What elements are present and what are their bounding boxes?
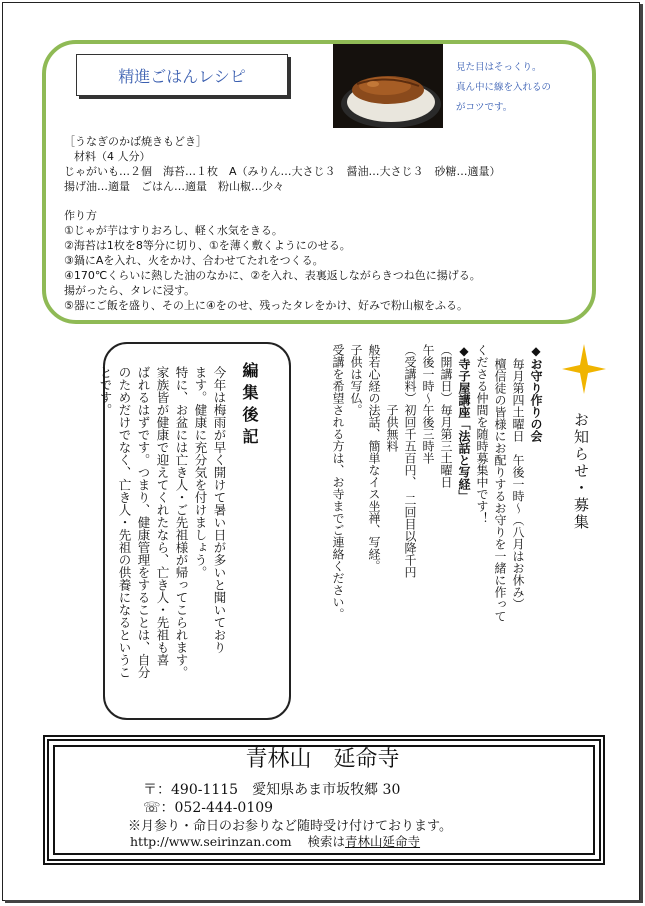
spacer xyxy=(64,194,584,208)
editorial-body xyxy=(96,366,229,706)
terakoya-line: 受講を希望される方は、お寺までご連絡ください。 xyxy=(331,344,345,620)
terakoya-title: ◆寺子屋講座「法話と写経」 xyxy=(457,344,471,502)
step: ①じゃが芋はすりおろし、軽く水気をきる。 xyxy=(64,224,283,237)
omamori-line: 毎月第四土曜日 午後一時～（八月はお休み） xyxy=(511,358,525,610)
terakoya-line: （開講日）毎月第三土曜日 xyxy=(439,344,453,488)
terakoya-line: （受講料）初回千五百円、 二回目以降千円 xyxy=(403,344,417,578)
terakoya-line: 子供無料 xyxy=(385,344,399,452)
address-line xyxy=(143,779,400,799)
terakoya-line: 子供は写仏。 xyxy=(349,344,363,416)
phone-line xyxy=(143,797,273,817)
editorial-line: ばれるはずです。つまり、健康管理をすることは、自分 xyxy=(136,366,151,679)
page-shadow-bottom xyxy=(5,900,643,903)
step: 揚がったら、タレに浸す。 xyxy=(64,284,196,297)
step: ③鍋にAを入れ、火をかけ、合わせてたれをつくる。 xyxy=(64,254,324,267)
postal-mark-icon: 〒 xyxy=(143,782,157,798)
ingredients-line: 揚げ油…適量 ごはん…適量 粉山椒…少々 xyxy=(64,180,284,193)
footer-note: ※月参り・命日のお参りなど随時受け付けております。 xyxy=(128,819,452,834)
terakoya-line: 般若心経の法話、簡単なイス坐禅、写経。 xyxy=(367,344,381,572)
editorial-line: 特に、お盆には亡き人・ご先祖様が帰ってこられます。 xyxy=(174,366,189,679)
caption-line: 真ん中に線を入れるの xyxy=(456,82,552,93)
notices-body xyxy=(329,344,545,684)
dish-name: ［うなぎのかば焼きもどき］ xyxy=(64,135,207,148)
editorial-title: 編集後記 xyxy=(240,362,259,450)
terakoya-line: 午後一時～午後三時半 xyxy=(421,344,435,464)
recipe-box-title: 精進ごはんレシピ xyxy=(76,54,288,96)
editorial-line: 家族皆が健康で迎えてくれたなら、亡き人・先祖も喜 xyxy=(155,366,170,666)
website-url[interactable]: http://www.seirinzan.com xyxy=(130,834,292,849)
editorial-line: のためだけでなく、亡き人・先祖の供養になるというこ xyxy=(117,366,132,679)
editorial-line: とです。 xyxy=(98,366,113,416)
footer-web-line xyxy=(130,832,420,850)
search-term-link[interactable]: 青林山延命寺 xyxy=(345,834,421,849)
caption-line: 見た目はそっくり。 xyxy=(456,62,542,73)
omamori-line: くださる仲間を随時募集中です！ xyxy=(475,344,489,524)
step: ⑤器にご飯を盛り、その上に④をのせ、残ったタレをかけ、好みで粉山椒をふる。 xyxy=(64,299,468,312)
recipe-body xyxy=(64,134,584,313)
caption-line: がコツです。 xyxy=(456,102,513,113)
omamori-title: ◆お守り作りの会 xyxy=(529,344,543,442)
address: ：490-1115 愛知県あま市坂牧郷 30 xyxy=(157,782,401,798)
ingredients-line: じゃがいも…２個 海苔…１枚 A（みりん…大さじ３ 醤油…大さじ３ 砂糖…適量） xyxy=(64,165,501,178)
step: ②海苔は1枚を8等分に切り、①を薄く敷くようにのせる。 xyxy=(64,239,351,252)
steps-heading: 作り方 xyxy=(64,209,97,222)
temple-name: 青林山 延命寺 xyxy=(245,747,400,772)
dish-photo xyxy=(333,44,443,128)
sparkle-star-icon xyxy=(562,344,606,394)
ingredients-heading: 材料（4 人分） xyxy=(74,150,151,163)
search-prefix: 検索は xyxy=(307,834,346,849)
phone-icon: ☏ xyxy=(143,800,161,816)
step: ④170℃くらいに熱した油のなかに、②を入れ、表裏返しながらきつね色に揚げる。 xyxy=(64,269,481,282)
phone-number: ：052-444-0109 xyxy=(160,800,274,816)
omamori-line: 檀信徒の皆様にお配りするお守りを一緒に作って xyxy=(493,358,507,622)
notice-heading: お知らせ・募集 xyxy=(572,412,590,531)
editorial-line: 今年は梅雨が早く開けて暑い日が多いと聞いており xyxy=(212,366,227,654)
editorial-line: ます。健康に充分気を付けましょう。 xyxy=(193,366,208,579)
dish-photo-image xyxy=(333,44,443,128)
photo-caption xyxy=(456,58,586,118)
